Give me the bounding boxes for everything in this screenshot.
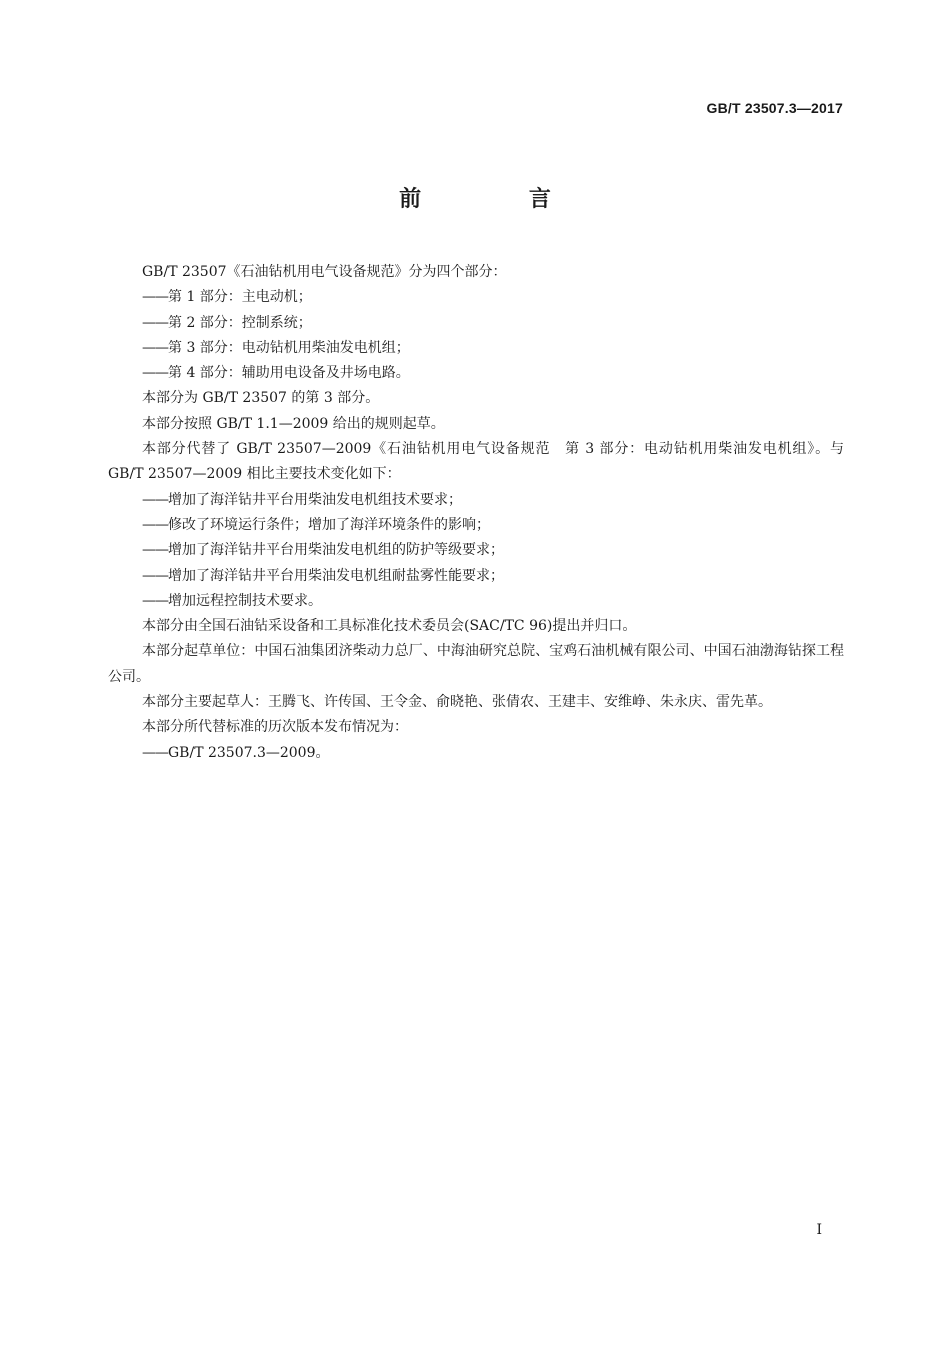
- paragraph: 本部分由全国石油钻采设备和工具标准化技术委员会(SAC/TC 96)提出并归口。: [142, 618, 637, 635]
- page-title: 前 言: [399, 187, 601, 212]
- list-item: [108, 488, 844, 513]
- paragraph: 本部分所代替标准的历次版本发布情况为：: [142, 719, 408, 736]
- dash-marker: ——: [142, 542, 168, 559]
- dash-marker: ——: [142, 289, 168, 306]
- paragraph: 本部分为 GB/T 23507 的第 3 部分。: [142, 390, 380, 407]
- list-item-text: 增加了海洋钻井平台用柴油发电机组技术要求；: [168, 491, 462, 508]
- page-number: I: [816, 1222, 822, 1238]
- list-item: [108, 741, 844, 766]
- dash-marker: ——: [142, 339, 168, 356]
- dash-marker: ——: [142, 365, 168, 382]
- list-item: [108, 538, 844, 563]
- dash-marker: ——: [142, 567, 168, 584]
- list-item-text: 增加了海洋钻井平台用柴油发电机组耐盐雾性能要求；: [168, 567, 504, 584]
- list-item-text: 第 4 部分：辅助用电设备及井场电路。: [168, 365, 410, 382]
- paragraph: 本部分起草单位：中国石油集团济柴动力总厂、中海油研究总院、宝鸡石油机械有限公司、中国石油渤海钻探工程公司。: [108, 643, 844, 685]
- list-item: [108, 513, 844, 538]
- list-item-text: 第 3 部分：电动钻机用柴油发电机组；: [168, 339, 410, 356]
- dash-marker: ——: [142, 491, 168, 508]
- list-item-text: 增加远程控制技术要求。: [168, 592, 322, 609]
- paragraph: 本部分主要起草人：王腾飞、许传国、王令金、俞晓艳、张倩农、王建丰、安维峥、朱永庆、雷先革。: [142, 694, 772, 711]
- dash-marker: ——: [142, 314, 168, 331]
- dash-marker: ——: [142, 744, 168, 761]
- paragraph: 本部分代替了 GB/T 23507—2009《石油钻机用电气设备规范 第 3 部分：电动钻机用柴油发电机组》。与 GB/T 23507—2009 相比主要技术变化如下：: [108, 441, 844, 483]
- dash-marker: ——: [142, 516, 168, 533]
- dash-marker: ——: [142, 592, 168, 609]
- list-item-text: 修改了环境运行条件；增加了海洋环境条件的影响；: [168, 516, 490, 533]
- list-item: [108, 285, 844, 310]
- paragraph: GB/T 23507《石油钻机用电气设备规范》分为四个部分：: [142, 264, 507, 280]
- standard-code-header: GB/T 23507.3—2017: [706, 100, 843, 116]
- list-item: [108, 589, 844, 614]
- list-item: [108, 311, 844, 336]
- list-item-text: 第 1 部分：主电动机；: [168, 289, 312, 306]
- list-item: [108, 336, 844, 361]
- list-item-text: 增加了海洋钻井平台用柴油发电机组的防护等级要求；: [168, 542, 504, 559]
- list-item: [108, 361, 844, 386]
- list-item-text: GB/T 23507.3—2009。: [168, 744, 330, 761]
- paragraph: 本部分按照 GB/T 1.1—2009 给出的规则起草。: [142, 415, 445, 432]
- list-item: [108, 564, 844, 589]
- list-item-text: 第 2 部分：控制系统；: [168, 314, 312, 331]
- document-body: [108, 260, 844, 766]
